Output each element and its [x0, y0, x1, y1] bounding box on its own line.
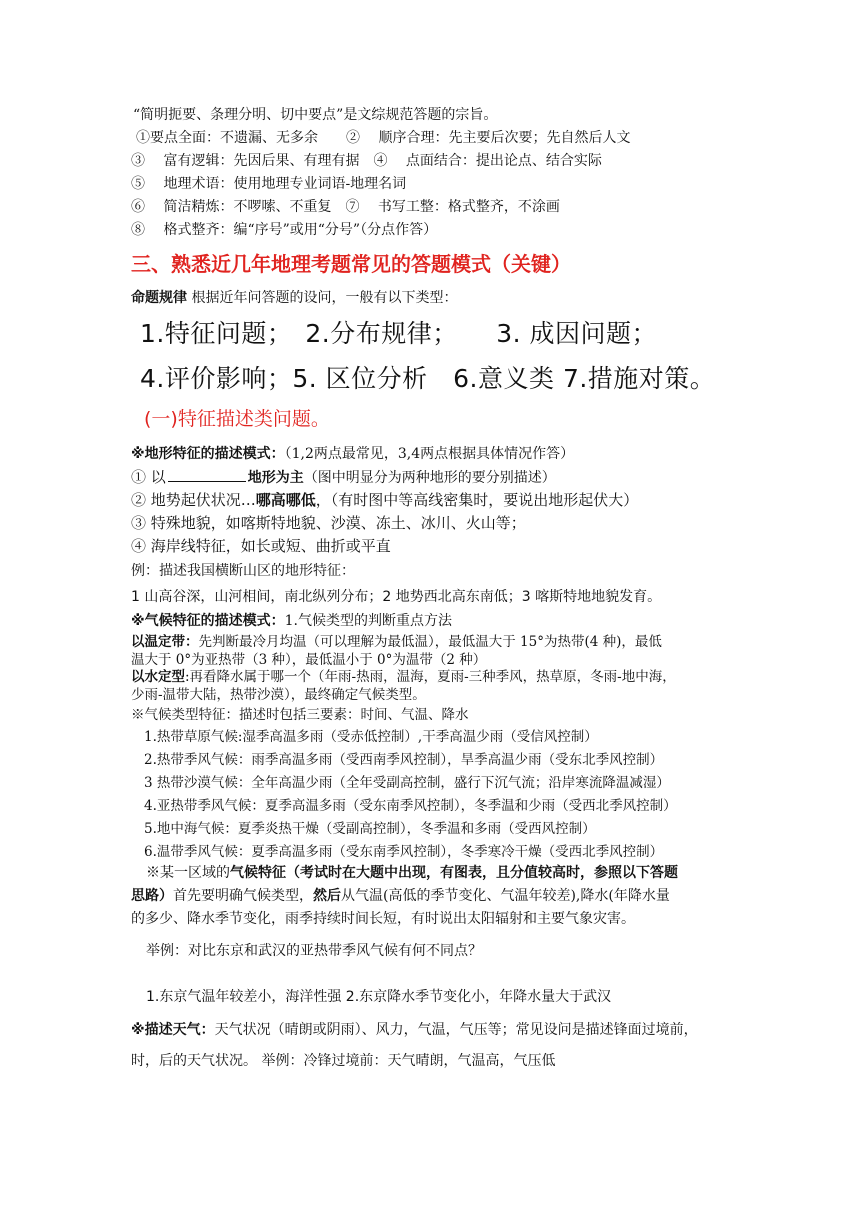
climate-heading: ※气候特征的描述模式：: [131, 613, 285, 629]
terrain-example-answer: 1 山高谷深，山河相间，南北纵列分布；2 地势西北高东南低；3 喀斯特地地貌发育。: [131, 589, 662, 605]
fill-blank: [168, 469, 246, 482]
subsection-heading: (一)特征描述类问题。: [144, 408, 330, 430]
water-label: 以水定型: [131, 669, 185, 685]
para-f: 从气温(高低的季节变化、气温年较差),降水(年降水量: [341, 888, 670, 904]
weather-example: 举例：冷锋过境前：天气晴朗，气温高，气压低: [261, 1053, 556, 1069]
climate-para-line-2: [131, 885, 670, 905]
climate-heading-note: 1.气候类型的判断重点方法: [284, 613, 452, 629]
climate-type-6: 6.温带季风气候：夏季高温多雨（受东南季风控制），冬季寒冷干燥（受西北季风控制）: [144, 844, 664, 860]
climate-water-line-1: [131, 665, 676, 685]
climate-type-1: 1.热带草原气候:湿季高温多雨（受赤低控制）,干季高温少雨（受信风控制）: [144, 729, 598, 745]
weather-line-1: [131, 1019, 698, 1039]
terrain-item-1-prefix: ① 以: [131, 468, 166, 486]
climate-water-line-2: 少雨-温带大陆，热带沙漠），最终确定气候类型。: [131, 687, 426, 703]
para-a: ※某一区域的: [146, 865, 230, 881]
temp-label: 以温定带：: [131, 634, 199, 650]
weather-line-2: [131, 1050, 555, 1070]
para-c: 思路）: [131, 888, 173, 904]
terrain-item-1: [131, 466, 556, 487]
climate-type-5: 5.地中海气候：夏季炎热干燥（受副高控制），冬季温和多雨（受西风控制）: [144, 821, 596, 837]
terrain-item-4: ④ 海岸线特征，如长或短、曲折或平直: [131, 537, 391, 555]
terrain-item-2-note: ，（有时图中等高线密集时，要说出地形起伏大）: [315, 491, 639, 509]
climate-feature-line: ※气候类型特征：描述时包括三要素：时间、气温、降水: [131, 707, 469, 723]
intro-line-4: ⑤ 地理术语：使用地理专业词语-地理名词: [131, 176, 407, 192]
temp-text-1: 先判断最冷月均温（可以理解为最低温），最低温大于 15°为热带(4 种)，最低: [198, 634, 662, 650]
para-d: 首先要明确气候类型，: [173, 888, 313, 904]
terrain-item-2: [131, 489, 638, 510]
para-b: 气候特征（考试时在大题中出现，有图表，且分值较高时，参照以下答题: [230, 865, 678, 881]
climate-temp-line-2: 温大于 0°为亚热带（3 种），最低温小于 0°为温带（2 种）: [131, 652, 487, 668]
weather-text-2: 时，后的天气状况。: [131, 1053, 262, 1069]
types-line-1: 1.特征问题； 2.分布规律； 3. 成因问题；: [140, 319, 658, 348]
terrain-item-1-note: （图中明显分为两种地形的要分别描述）: [303, 470, 556, 486]
climate-para-line-3: 的多少、降水季节变化，雨季持续时间长短，有时说出太阳辐射和主要气象灾害。: [131, 911, 635, 927]
terrain-item-2-prefix: ② 地势起伏状况…: [131, 491, 256, 509]
weather-text-1: 天气状况（晴朗或阴雨）、风力，气温，气压等；常见设问是描述锋面过境前，: [214, 1022, 698, 1038]
intro-line-1: “简明扼要、条理分明、切中要点”是文综规范答题的宗旨。: [133, 107, 498, 123]
water-text-1: :再看降水属于哪一个（年雨-热雨，温海，夏雨-三种季风，热草原，冬雨-地中海，: [185, 669, 676, 685]
climate-para-line-1: [146, 862, 678, 882]
terrain-heading: ※地形特征的描述模式：: [131, 446, 285, 462]
terrain-item-2-key: 哪高哪低: [255, 491, 316, 509]
types-line-2: 4.评价影响；5. 区位分析 6.意义类 7.措施对策。: [140, 364, 716, 393]
climate-type-4: 4.亚热带季风气候：夏季高温多雨（受东南季风控制），冬季温和少雨（受西北季风控制）: [144, 798, 677, 814]
terrain-heading-note: （1,2两点最常见，3,4两点根据具体情况作答）: [284, 446, 575, 462]
terrain-heading-line: [131, 443, 574, 463]
section-heading: 三、熟悉近几年地理考题常见的答题模式（关键）: [131, 252, 571, 276]
intro-line-3: ③ 富有逻辑：先因后果、有理有据 ④ 点面结合：提出论点、结合实际: [131, 153, 602, 169]
intro-line-6: ⑧ 格式整齐：编“序号”或用“分号”（分点作答）: [131, 222, 438, 238]
climate-example-answer: 1.东京气温年较差小，海洋性强 2.东京降水季节变化小，年降水量大于武汉: [146, 989, 612, 1005]
climate-heading-line: [131, 610, 452, 630]
climate-type-2: 2.热带季风气候：雨季高温多雨（受西南季风控制），旱季高温少雨（受东北季风控制）: [144, 752, 664, 768]
rule-line: [131, 287, 457, 307]
weather-label: ※描述天气：: [131, 1022, 215, 1038]
climate-temp-line-1: [131, 630, 662, 650]
rule-text: 根据近年问答题的设问，一般有以下类型：: [187, 290, 458, 306]
terrain-example-question: 例：描述我国横断山区的地形特征：: [131, 563, 355, 579]
rule-label: 命题规律: [131, 290, 187, 306]
climate-type-3: 3 热带沙漠气候：全年高温少雨（全年受副高控制，盛行下沉气流；沿岸寒流降温减湿）: [144, 775, 670, 791]
intro-line-2: ①要点全面：不遗漏、无多余 ② 顺序合理：先主要后次要；先自然后人文: [136, 130, 631, 146]
climate-example-question: 举例：对比东京和武汉的亚热带季风气候有何不同点？: [146, 943, 482, 959]
intro-line-5: ⑥ 简洁精炼：不啰嗦、不重复 ⑦ 书写工整：格式整齐，不涂画: [131, 199, 560, 215]
terrain-item-1-key: 地形为主: [247, 470, 304, 486]
para-e: 然后: [313, 888, 341, 904]
terrain-item-3: ③ 特殊地貌，如喀斯特地貌、沙漠、冻土、冰川、火山等；: [131, 514, 526, 532]
